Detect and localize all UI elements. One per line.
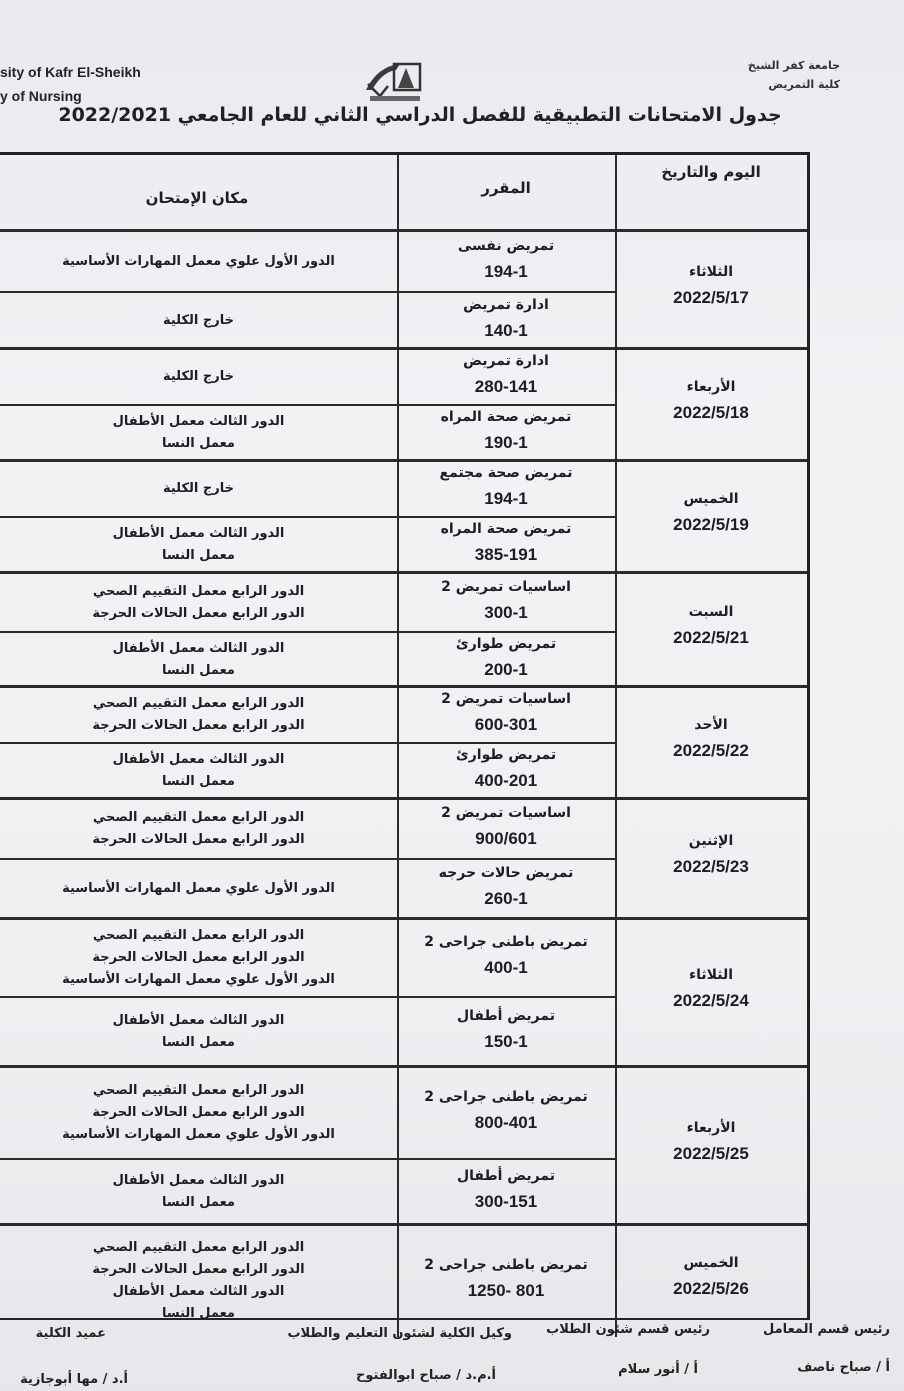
exam-place-line: الدور الثالث معمل الأطفال bbox=[112, 640, 285, 656]
exam-place-line: معمل النسا bbox=[162, 436, 235, 451]
column-divider bbox=[397, 919, 399, 1067]
exam-course-name: تمريض أطفال bbox=[456, 1008, 556, 1024]
exam-course-name: تمريض حالات حرجه bbox=[438, 865, 574, 881]
exam-place-line: الدور الأول علوي معمل المهارات الأساسية bbox=[62, 253, 335, 269]
exam-course-code: 200-1 bbox=[484, 659, 528, 679]
exam-place-line: الدور الثالث معمل الأطفال bbox=[112, 1173, 285, 1188]
exam-course-name: تمريض صحة مجتمع bbox=[439, 465, 573, 481]
exam-place-line: الدور الرابع معمل الحالات الحرجة bbox=[92, 832, 305, 847]
column-divider bbox=[615, 231, 617, 349]
exam-course-code: 194-1 bbox=[484, 261, 528, 281]
exam-course-name: ادارة تمريض bbox=[463, 353, 549, 369]
exam-course-name: تمريض أطفال bbox=[456, 1168, 556, 1184]
exam-day: الأربعاء bbox=[686, 379, 736, 395]
exam-place-line: الدور الرابع معمل الحالات الحرجة bbox=[92, 1105, 305, 1120]
row-divider bbox=[0, 797, 807, 800]
dean-label: عميد الكلية bbox=[35, 1326, 106, 1341]
exam-day: الإثنين bbox=[688, 833, 734, 849]
column-divider bbox=[615, 1225, 617, 1337]
exam-course-name: تمريض نفسى bbox=[457, 237, 555, 254]
faculty-ar: كلية التمريض bbox=[768, 78, 840, 91]
header-place: مكان الإمتحان bbox=[145, 189, 249, 207]
signature-students-head: أ / أنور سلام bbox=[618, 1362, 698, 1377]
university-en: sity of Kafr El-Sheikh bbox=[0, 64, 141, 80]
exam-place-line: الدور الأول علوي معمل المهارات الأساسية bbox=[62, 881, 335, 896]
signature-labs-head: أ / صباح ناصف bbox=[797, 1360, 890, 1375]
signature-vice-dean: أ.م.د / صباح ابوالفتوح bbox=[356, 1368, 496, 1383]
exam-course-name: تمريض باطنى جراحى 2 bbox=[424, 1257, 588, 1273]
header-date: اليوم والتاريخ bbox=[661, 163, 761, 181]
exam-course-code: 194-1 bbox=[484, 489, 528, 508]
exam-course-code: 385-191 bbox=[474, 545, 538, 564]
exam-date: 2022/5/17 bbox=[673, 288, 749, 307]
header-course: المقرر bbox=[481, 179, 531, 197]
exam-course-code: 150-1 bbox=[484, 1032, 528, 1051]
university-name-en bbox=[0, 60, 141, 108]
column-divider bbox=[615, 687, 617, 799]
exam-course-name: تمريض صحة المراه bbox=[440, 521, 572, 537]
exam-place-line: الدور الثالث معمل الأطفال bbox=[112, 1013, 285, 1028]
exam-course-name: اساسيات تمريض 2 bbox=[441, 691, 571, 707]
exam-course-name: تمريض باطنى جراحى 2 bbox=[424, 934, 588, 950]
exam-date: 2022/5/18 bbox=[673, 403, 749, 422]
exam-place-line: الدور الأول علوي معمل المهارات الأساسية bbox=[62, 1127, 335, 1142]
row-divider bbox=[0, 631, 615, 633]
exam-course-code: 800-401 bbox=[474, 1113, 538, 1132]
exam-place-line: معمل النسا bbox=[162, 1035, 235, 1050]
column-divider bbox=[615, 461, 617, 573]
exam-course-name: تمريض صحة المراه bbox=[440, 409, 572, 425]
university-name-ar bbox=[748, 56, 840, 94]
column-divider bbox=[397, 349, 399, 461]
column-divider bbox=[397, 799, 399, 919]
exam-place-line: الدور الرابع معمل الحالات الحرجة bbox=[92, 950, 305, 965]
exam-place-line: الدور الرابع معمل التقييم الصحي bbox=[92, 1083, 305, 1098]
column-divider bbox=[615, 155, 617, 231]
column-divider bbox=[615, 349, 617, 461]
exam-course-code: 900/601 bbox=[475, 829, 537, 848]
row-divider bbox=[0, 459, 807, 462]
exam-place-line: معمل النسا bbox=[162, 548, 235, 563]
row-divider bbox=[0, 229, 807, 232]
exam-course-name: تمريض طوارئ bbox=[455, 635, 557, 652]
exam-place-line: الدور الرابع معمل التقييم الصحي bbox=[92, 696, 305, 711]
page-title: جدول الامتحانات التطبيقية للفصل الدراسي الثاني للعام الجامعي 2022/2021 bbox=[58, 104, 782, 126]
exam-place-line: الدور الرابع معمل الحالات الحرجة bbox=[92, 718, 305, 733]
exam-place-line: خارج الكلية bbox=[162, 481, 235, 496]
exam-day: السبت bbox=[688, 604, 734, 620]
faculty-en: y of Nursing bbox=[0, 88, 82, 104]
column-divider bbox=[397, 1067, 399, 1225]
exam-course-code: 190-1 bbox=[484, 433, 528, 452]
column-divider bbox=[397, 573, 399, 687]
column-divider bbox=[397, 1225, 399, 1337]
exam-place-line: الدور الثالث معمل الأطفال bbox=[112, 526, 285, 541]
exam-course-code: 300-1 bbox=[484, 602, 528, 622]
column-divider bbox=[615, 799, 617, 919]
row-divider bbox=[0, 1158, 615, 1160]
vice-dean-label: وكيل الكلية لشئون التعليم والطلاب bbox=[287, 1326, 512, 1341]
signature-dean: أ.د / مها أبوجازية bbox=[20, 1372, 128, 1387]
exam-place-line: معمل النسا bbox=[162, 774, 235, 789]
exam-place-line: الدور الأول علوي معمل المهارات الأساسية bbox=[62, 972, 335, 987]
column-divider bbox=[397, 687, 399, 799]
exam-place-line: الدور الرابع معمل التقييم الصحي bbox=[92, 928, 305, 943]
exam-date: 2022/5/19 bbox=[673, 515, 749, 534]
exam-place-line: خارج الكلية bbox=[162, 312, 235, 328]
exam-place-line: معمل النسا bbox=[162, 1306, 235, 1321]
exam-place-line: خارج الكلية bbox=[162, 369, 235, 384]
exam-date: 2022/5/26 bbox=[673, 1279, 749, 1298]
exam-date: 2022/5/21 bbox=[673, 628, 749, 647]
exam-course-name: اساسيات تمريض 2 bbox=[441, 578, 571, 595]
column-divider bbox=[397, 155, 399, 231]
exam-course-code: 400-201 bbox=[474, 771, 538, 790]
exam-place-line: الدور الرابع معمل الحالات الحرجة bbox=[92, 605, 305, 621]
students-head-label: رئيس قسم شئون الطلاب bbox=[546, 1322, 710, 1337]
column-divider bbox=[397, 461, 399, 573]
exam-course-name: ادارة تمريض bbox=[463, 296, 549, 313]
row-divider bbox=[0, 571, 807, 574]
exam-place-line: الدور الرابع معمل التقييم الصحي bbox=[92, 583, 305, 599]
exam-day: الأحد bbox=[694, 717, 728, 733]
row-divider bbox=[0, 291, 615, 293]
exam-place-line: الدور الرابع معمل الحالات الحرجة bbox=[92, 1262, 305, 1277]
exam-course-code: 280-141 bbox=[474, 377, 538, 396]
exam-course-code: 600-301 bbox=[474, 715, 538, 734]
exam-course-name: تمريض طوارئ bbox=[455, 747, 557, 763]
labs-head-label: رئيس قسم المعامل bbox=[763, 1322, 890, 1337]
exam-date: 2022/5/24 bbox=[673, 991, 749, 1010]
university-logo-icon bbox=[360, 56, 430, 106]
column-divider bbox=[397, 231, 399, 349]
university-ar: جامعة كفر الشيخ bbox=[747, 59, 840, 72]
exam-course-code: 1250- 801 bbox=[467, 1281, 545, 1300]
row-divider bbox=[0, 347, 807, 350]
exam-day: الخميس bbox=[683, 1255, 739, 1271]
exam-place-line: الدور الثالث معمل الأطفال bbox=[112, 1284, 285, 1299]
exam-course-code: 300-151 bbox=[474, 1192, 538, 1211]
exam-place-line: الدور الثالث معمل الأطفال bbox=[112, 752, 285, 767]
exam-place-line: معمل النسا bbox=[162, 662, 235, 678]
exam-place-line: معمل النسا bbox=[162, 1195, 235, 1210]
exam-place-line: الدور الثالث معمل الأطفال bbox=[112, 414, 285, 429]
exam-day: الخميس bbox=[683, 491, 739, 507]
exam-place-line: الدور الرابع معمل التقييم الصحي bbox=[92, 810, 305, 825]
exam-course-code: 400-1 bbox=[484, 958, 528, 977]
exam-course-code: 260-1 bbox=[484, 889, 528, 908]
exam-course-code: 140-1 bbox=[484, 320, 528, 340]
column-divider bbox=[615, 1067, 617, 1225]
exam-place-line: الدور الرابع معمل التقييم الصحي bbox=[92, 1240, 305, 1255]
row-divider bbox=[0, 404, 615, 406]
column-divider bbox=[615, 573, 617, 687]
exam-course-name: اساسيات تمريض 2 bbox=[441, 805, 571, 821]
row-divider bbox=[0, 1065, 807, 1068]
column-divider bbox=[615, 919, 617, 1067]
exam-date: 2022/5/22 bbox=[673, 741, 749, 760]
exam-day: الثلاثاء bbox=[688, 264, 734, 280]
row-divider bbox=[0, 1223, 807, 1226]
exam-date: 2022/5/25 bbox=[673, 1144, 749, 1163]
row-divider bbox=[0, 742, 615, 744]
exam-schedule-table bbox=[0, 152, 810, 1320]
row-divider bbox=[0, 685, 807, 688]
row-divider bbox=[0, 996, 615, 998]
exam-day: الأربعاء bbox=[686, 1120, 736, 1136]
row-divider bbox=[0, 858, 615, 860]
exam-day: الثلاثاء bbox=[688, 967, 734, 983]
row-divider bbox=[0, 516, 615, 518]
exam-date: 2022/5/23 bbox=[673, 857, 749, 876]
row-divider bbox=[0, 917, 807, 920]
exam-course-name: تمريض باطنى جراحى 2 bbox=[424, 1089, 588, 1105]
